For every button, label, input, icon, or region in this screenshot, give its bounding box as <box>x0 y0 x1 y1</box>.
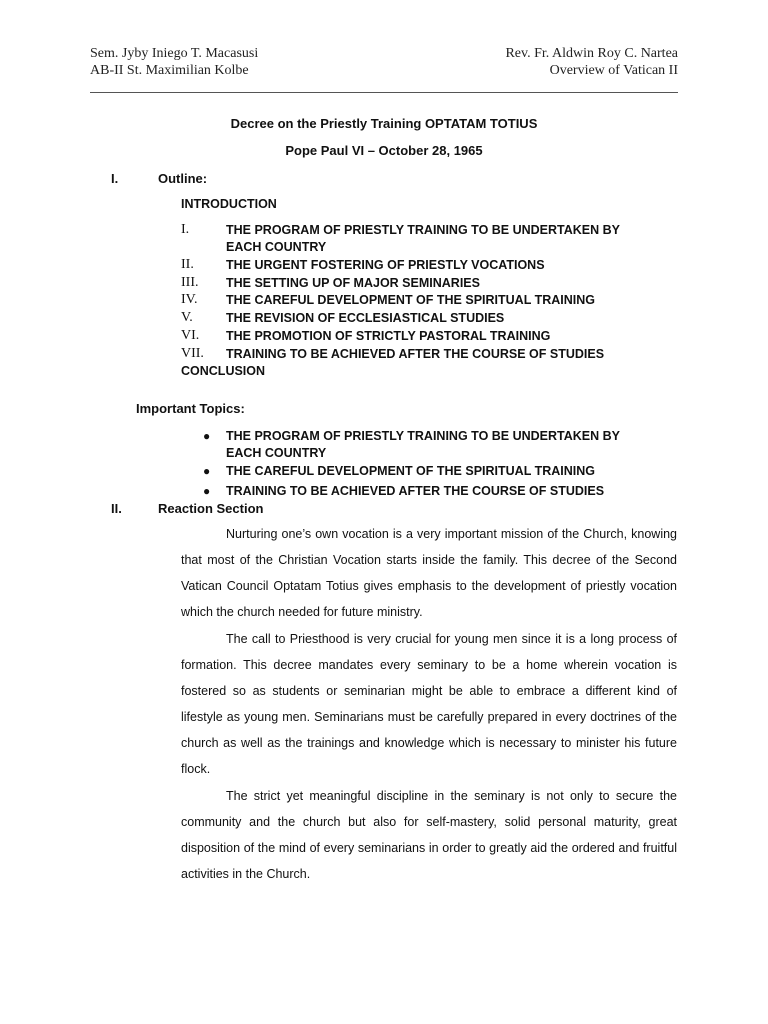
outline-item-number: V. <box>181 310 193 325</box>
document-title: Decree on the Priestly Training OPTATAM TOTIUS <box>230 116 538 131</box>
outline-item: TRAINING TO BE ACHIEVED AFTER THE COURSE OF STUDIES <box>226 347 605 361</box>
section-label-outline: Outline: <box>158 171 208 186</box>
outline-item: THE REVISION OF ECCLESIASTICAL STUDIES <box>226 311 505 325</box>
topic-item: TRAINING TO BE ACHIEVED AFTER THE COURSE OF STUDIES <box>226 484 605 498</box>
section-number-2: II. <box>111 501 122 516</box>
header-divider <box>90 92 678 93</box>
outline-item-number: VII. <box>181 346 204 361</box>
section-label-reaction: Reaction Section <box>158 501 264 516</box>
outline-item: THE URGENT FOSTERING OF PRIESTLY VOCATIONS <box>226 258 545 272</box>
bullet-icon: ● <box>203 429 211 443</box>
section-number-1: I. <box>111 171 119 186</box>
important-topics-label: Important Topics: <box>136 401 245 416</box>
outline-item: THE CAREFUL DEVELOPMENT OF THE SPIRITUAL TRAINING <box>226 293 595 307</box>
outline-item: THE PROMOTION OF STRICTLY PASTORAL TRAINING <box>226 329 551 343</box>
outline-item-number: II. <box>181 257 194 272</box>
outline-item-number: IV. <box>181 292 198 307</box>
outline-item-number: VI. <box>181 328 200 343</box>
outline-conclusion: CONCLUSION <box>181 364 266 378</box>
document-subtitle: Pope Paul VI – October 28, 1965 <box>285 143 483 158</box>
outline-item-number: I. <box>181 222 190 237</box>
author-class: AB-II St. Maximilian Kolbe <box>90 63 249 78</box>
author-name: Sem. Jyby Iniego T. Macasusi <box>90 46 259 61</box>
topic-item: THE CAREFUL DEVELOPMENT OF THE SPIRITUAL TRAINING <box>226 464 595 478</box>
reaction-paragraph-1: Nurturing one’s own vocation is a very important mission of the Church, knowing that most of the Christian Vocation starts inside the family. This decree of the Second Vatican Council Optatam Totius gives emphasis to the development of priestly vocation which the church needed for future ministry. <box>181 527 677 619</box>
reaction-paragraph-3: The strict yet meaningful discipline in the seminary is not only to secure the community and the church but also for self-mastery, solid personal maturity, great disposition of the mind of every seminarians in order to greatly aid the ordered and fruitful activities in the Church. <box>181 789 677 881</box>
bullet-icon: ● <box>203 484 211 498</box>
outline-item: THE SETTING UP OF MAJOR SEMINARIES <box>226 276 480 290</box>
course-name: Overview of Vatican II <box>549 63 678 78</box>
bullet-icon: ● <box>203 464 211 478</box>
professor-name: Rev. Fr. Aldwin Roy C. Nartea <box>505 46 678 61</box>
topic-item: THE PROGRAM OF PRIESTLY TRAINING TO BE UNDERTAKEN BY EACH COUNTRY <box>226 429 620 460</box>
outline-item: THE PROGRAM OF PRIESTLY TRAINING TO BE UNDERTAKEN BY EACH COUNTRY <box>226 223 620 254</box>
reaction-paragraph-2: The call to Priesthood is very crucial for young men since it is a long process of formation. This decree mandates every seminary to be a home wherein vocation is fostered so as students or seminarian might be able to embrace a different kind of lifestyle as young men. Seminarians must be carefully prepared in every doctrines of the church as well as the trainings and knowledge which is necessary to minister his future flock. <box>181 632 677 776</box>
outline-item-number: III. <box>181 275 199 290</box>
outline-introduction: INTRODUCTION <box>181 197 277 211</box>
